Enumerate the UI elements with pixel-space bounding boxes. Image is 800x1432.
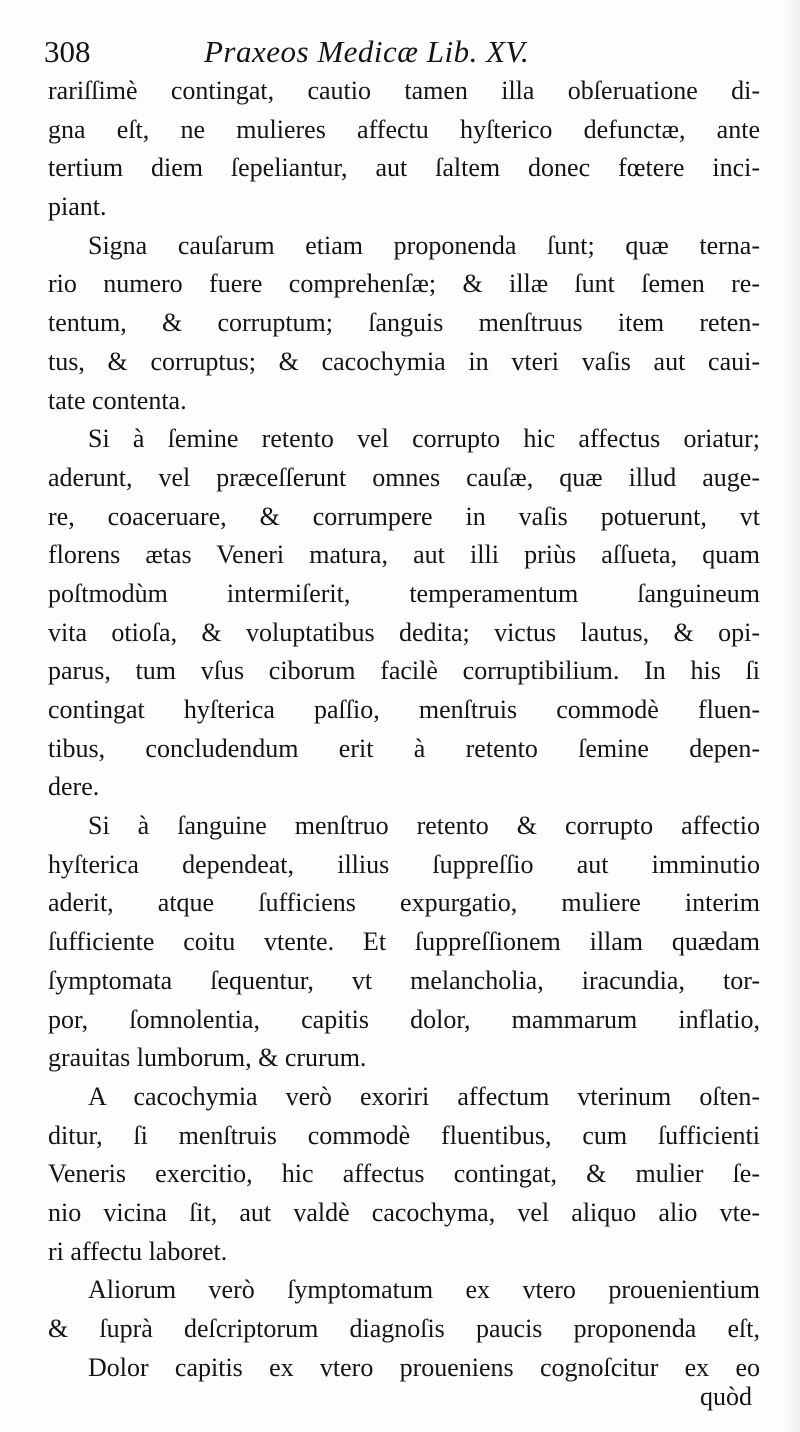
catchword: quòd (700, 1382, 752, 1411)
text-line: parus, tum vſus ciborum facilè corruptibilium. In his ſi (48, 656, 760, 686)
text-line: poſtmodùm intermiſerit, temperamentum ſanguineum (48, 578, 760, 608)
text-line: ditur, ſi menſtruis commodè fluentibus, cum ſufficienti (48, 1120, 760, 1150)
text-line: ſufficiente coitu vtente. Et ſuppreſſionem illam quædam (48, 927, 760, 957)
text-line: tertium diem ſepeliantur, aut ſaltem donec fœtere inci- (48, 153, 760, 183)
text-line: A cacochymia verò exoriri affectum vterinum oſten- (88, 1081, 760, 1111)
text-line: rio numero fuere comprehenſæ; & illæ ſunt ſemen re- (48, 269, 760, 299)
text-line: ri affectu laboret. (48, 1236, 228, 1266)
text-line: dere. (48, 772, 100, 802)
text-line: tate contenta. (48, 385, 187, 415)
text-line: tentum, & corruptum; ſanguis menſtruus item reten- (48, 308, 760, 338)
paragraph (48, 72, 760, 227)
text-line: ſymptomata ſequentur, vt melancholia, iracundia, tor- (48, 965, 760, 995)
text-line: piant. (48, 192, 107, 222)
paragraph (48, 1271, 760, 1348)
text-line: grauitas lumborum, & crurum. (48, 1043, 367, 1073)
paragraph (48, 1078, 760, 1271)
running-title: Praxeos Medicæ Lib. XV. (204, 34, 530, 69)
text-line: & ſuprà deſcriptorum diagnoſis paucis proponenda eſt, (48, 1314, 760, 1343)
text-line: aderit, atque ſufficiens expurgatio, muliere interim (48, 888, 760, 918)
text-line: Aliorum verò ſymptomatum ex vtero prouenientium (88, 1275, 760, 1305)
body-text (48, 72, 760, 1387)
text-line: nio vicina ſit, aut valdè cacochyma, vel aliquo alio vte- (48, 1197, 760, 1227)
page-header (44, 30, 764, 74)
text-line: contingat hyſterica paſſio, menſtruis commodè fluen- (48, 695, 760, 724)
text-line: Si à ſanguine menſtruo retento & corrupto affectio (88, 811, 760, 841)
page-edge-shadow (782, 0, 800, 1432)
text-line: aderunt, vel præceſſerunt omnes cauſæ, quæ illud auge- (48, 462, 760, 492)
text-line: Veneris exercitio, hic affectus contingat, & mulier ſe- (48, 1159, 760, 1189)
text-line: Si à ſemine retento vel corrupto hic affectus oriatur; (88, 424, 760, 454)
text-line: Signa cauſarum etiam proponenda ſunt; quæ terna- (88, 230, 760, 260)
text-line: por, ſomnolentia, capitis dolor, mammarum inflatio, (48, 1004, 760, 1034)
text-line: florens ætas Veneri matura, aut illi priùs aſſueta, quam (48, 540, 760, 570)
text-line: tus, & corruptus; & cacochymia in vteri vaſis aut caui- (48, 346, 760, 376)
text-line: rariſſimè contingat, cautio tamen illa obſeruatione di- (48, 76, 760, 105)
text-line: hyſterica dependeat, illius ſuppreſſio aut imminutio (48, 849, 760, 879)
page-number: 308 (44, 34, 91, 69)
paragraph (48, 807, 760, 1078)
text-line: re, coaceruare, & corrumpere in vaſis potuerunt, vt (48, 501, 760, 531)
paragraph (48, 227, 760, 420)
text-line: tibus, concludendum erit à retento ſemine depen- (48, 733, 760, 763)
text-line: gna eſt, ne mulieres affectu hyſterico defunctæ, ante (48, 114, 760, 144)
paragraph (48, 1349, 760, 1388)
paragraph (48, 420, 760, 807)
text-line: vita otioſa, & voluptatibus dedita; victus lautus, & opi- (48, 617, 760, 647)
text-line: Dolor capitis ex vtero proueniens cognoſcitur ex eo (88, 1352, 760, 1382)
